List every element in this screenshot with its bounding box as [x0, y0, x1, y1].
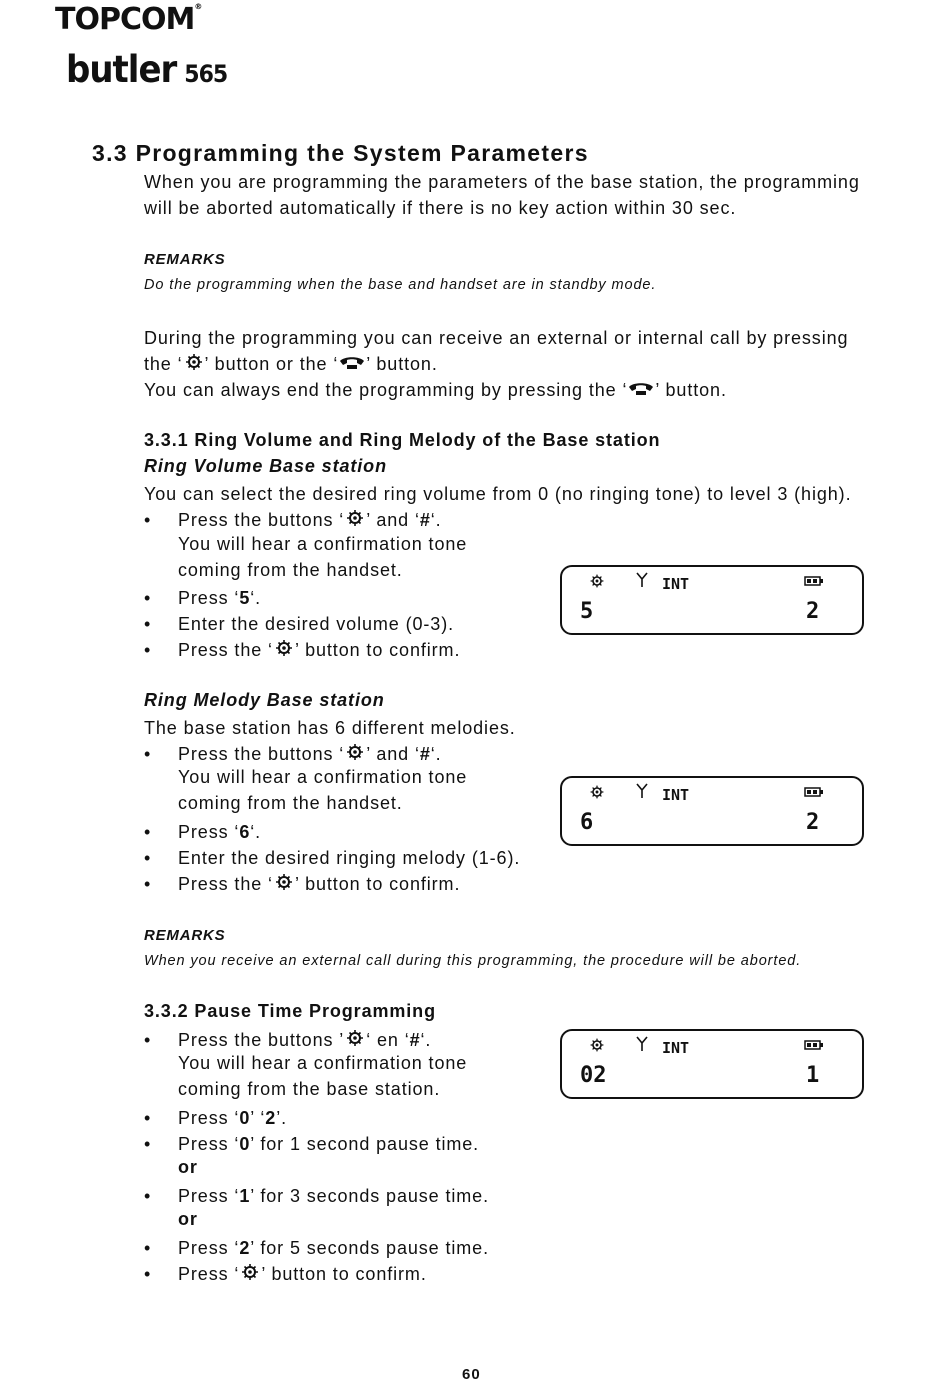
function-key-icon	[183, 352, 205, 379]
list-item	[144, 637, 460, 665]
lcd-right-value: 2	[806, 599, 820, 624]
text-fragment: ‘.	[430, 510, 442, 530]
brand-name: TOPCOM	[55, 2, 195, 37]
text-fragment: ‘ en ‘	[366, 1030, 410, 1050]
subsection-331-title: 3.3.1 Ring Volume and Ring Melody of the Base station	[144, 430, 661, 450]
text-fragment: Press ‘	[178, 1238, 240, 1258]
text-fragment: Enter the desired volume (0-3).	[178, 614, 455, 634]
remarks-text: When you receive an external call during this programming, the procedure will be aborted.	[144, 953, 802, 969]
list-item-continuation: coming from the handset.	[178, 793, 403, 813]
function-key-icon	[344, 1028, 366, 1055]
bullet: •	[144, 822, 152, 842]
list-item	[144, 819, 261, 845]
lcd-left-value: 5	[580, 599, 594, 624]
key-label: 1	[239, 1186, 251, 1206]
text-fragment: Press the buttons ‘	[178, 510, 345, 530]
ring-volume-desc: You can select the desired ring volume from 0 (no ringing tone) to level 3 (high).	[144, 484, 852, 504]
key-label: 0	[239, 1108, 251, 1128]
list-item-continuation: You will hear a confirmation tone	[178, 1053, 468, 1073]
text-fragment: Press ‘	[178, 1134, 240, 1154]
text-fragment: the ‘	[144, 354, 183, 374]
key-label: #	[419, 510, 431, 530]
list-item	[144, 1261, 427, 1289]
bullet: •	[144, 1264, 152, 1284]
function-key-icon	[344, 742, 366, 769]
function-key-icon	[344, 508, 366, 535]
or-label: or	[178, 1209, 198, 1229]
lcd-display	[560, 1029, 864, 1099]
bullet: •	[144, 640, 152, 660]
antenna-icon	[636, 783, 648, 803]
list-item	[144, 1027, 431, 1055]
key-label: 2	[265, 1108, 277, 1128]
bullet: •	[144, 848, 152, 868]
lcd-left-value: 6	[580, 810, 594, 835]
list-item	[144, 845, 520, 871]
page-number: 60	[462, 1366, 481, 1383]
battery-icon	[804, 1037, 824, 1055]
text-fragment: ’ button.	[655, 380, 727, 400]
text-fragment: Enter the desired ringing melody (1-6).	[178, 848, 521, 868]
battery-icon	[804, 784, 824, 802]
list-item-continuation: coming from the handset.	[178, 560, 403, 580]
function-key-icon	[588, 1037, 606, 1057]
list-item	[144, 1131, 479, 1157]
remarks-label: REMARKS	[144, 251, 226, 268]
intro-line-1: When you are programming the parameters of the base station, the programming	[144, 172, 860, 192]
list-item	[144, 585, 261, 611]
text-fragment: ’ ‘	[250, 1108, 266, 1128]
text-fragment: Press the ‘	[178, 640, 273, 660]
product-logo	[66, 48, 227, 92]
section-title: 3.3 Programming the System Parameters	[92, 140, 589, 166]
remarks-text: Do the programming when the base and handset are in standby mode.	[144, 277, 657, 293]
bullet: •	[144, 614, 152, 634]
during-line-1: During the programming you can receive an external or internal call by pressing	[144, 328, 849, 348]
key-label: #	[419, 744, 431, 764]
text-fragment: ’ and ‘	[366, 510, 420, 530]
function-key-icon	[588, 573, 606, 593]
ring-melody-title: Ring Melody Base station	[144, 690, 385, 710]
list-item	[144, 1235, 489, 1261]
bullet: •	[144, 588, 152, 608]
key-label: #	[409, 1030, 421, 1050]
phone-handset-icon	[627, 378, 655, 404]
text-fragment: ‘.	[430, 744, 442, 764]
lcd-left-value: 02	[580, 1063, 607, 1088]
text-fragment: ’ for 5 seconds pause time.	[250, 1238, 489, 1258]
phone-handset-icon	[338, 352, 366, 378]
battery-icon	[804, 573, 824, 591]
text-fragment: ’ button to confirm.	[261, 1264, 427, 1284]
text-fragment: Press ‘	[178, 1186, 240, 1206]
text-fragment: Press the buttons ’	[178, 1030, 345, 1050]
list-item	[144, 741, 442, 769]
registered-mark: ®	[194, 2, 202, 11]
key-label: 0	[239, 1134, 251, 1154]
text-fragment: Press the buttons ‘	[178, 744, 345, 764]
text-fragment: ’ for 1 second pause time.	[250, 1134, 480, 1154]
list-item-continuation: You will hear a confirmation tone	[178, 767, 468, 787]
function-key-icon	[273, 638, 295, 665]
text-fragment: ’ button to confirm.	[294, 640, 461, 660]
text-fragment: Press ‘	[178, 1264, 240, 1284]
bullet: •	[144, 744, 152, 764]
antenna-icon	[636, 1036, 648, 1056]
bullet: •	[144, 1238, 152, 1258]
antenna-icon	[636, 572, 648, 592]
list-item	[144, 507, 442, 535]
list-item	[144, 611, 454, 637]
bullet: •	[144, 1186, 152, 1206]
text-fragment: ’ button.	[366, 354, 438, 374]
key-label: 6	[239, 822, 251, 842]
lcd-display	[560, 776, 864, 846]
lcd-mode: INT	[662, 575, 690, 593]
text-fragment: ’ button or the ‘	[204, 354, 339, 374]
text-fragment: Press ‘	[178, 1108, 240, 1128]
text-fragment: ’ for 3 seconds pause time.	[250, 1186, 489, 1206]
text-fragment: ’ and ‘	[366, 744, 420, 764]
list-item	[144, 1183, 489, 1209]
text-fragment: ‘.	[420, 1030, 432, 1050]
function-key-icon	[239, 1262, 261, 1289]
function-key-icon	[273, 872, 295, 899]
text-fragment: Press the ‘	[178, 874, 273, 894]
list-item-continuation: You will hear a confirmation tone	[178, 534, 468, 554]
text-fragment: Press ‘	[178, 588, 240, 608]
lcd-right-value: 2	[806, 810, 820, 835]
lcd-mode: INT	[662, 786, 690, 804]
or-label: or	[178, 1157, 198, 1177]
text-fragment: ’ button to confirm.	[294, 874, 461, 894]
bullet: •	[144, 1134, 152, 1154]
lcd-right-value: 1	[806, 1063, 820, 1088]
intro-line-2: will be aborted automatically if there is no key action within 30 sec.	[144, 198, 737, 218]
product-name: butler	[66, 48, 177, 92]
key-label: 2	[239, 1238, 251, 1258]
function-key-icon	[588, 784, 606, 804]
remarks-label: REMARKS	[144, 927, 226, 944]
bullet: •	[144, 1030, 152, 1050]
during-line-3	[144, 377, 727, 404]
lcd-mode: INT	[662, 1039, 690, 1057]
ring-volume-title: Ring Volume Base station	[144, 456, 387, 476]
lcd-display	[560, 565, 864, 635]
subsection-332-title: 3.3.2 Pause Time Programming	[144, 1001, 436, 1021]
product-model: 565	[184, 61, 228, 89]
bullet: •	[144, 874, 152, 894]
brand-logo	[55, 2, 201, 37]
text-fragment: Press ‘	[178, 822, 240, 842]
list-item	[144, 871, 460, 899]
during-line-2	[144, 351, 438, 379]
text-fragment: You can always end the programming by pressing the ‘	[144, 380, 628, 400]
text-fragment: ‘.	[250, 588, 262, 608]
bullet: •	[144, 1108, 152, 1128]
text-fragment: ‘.	[250, 822, 262, 842]
ring-melody-desc: The base station has 6 different melodies.	[144, 718, 516, 738]
text-fragment: ’.	[276, 1108, 287, 1128]
bullet: •	[144, 510, 152, 530]
key-label: 5	[239, 588, 251, 608]
list-item-continuation: coming from the base station.	[178, 1079, 441, 1099]
list-item	[144, 1105, 287, 1131]
